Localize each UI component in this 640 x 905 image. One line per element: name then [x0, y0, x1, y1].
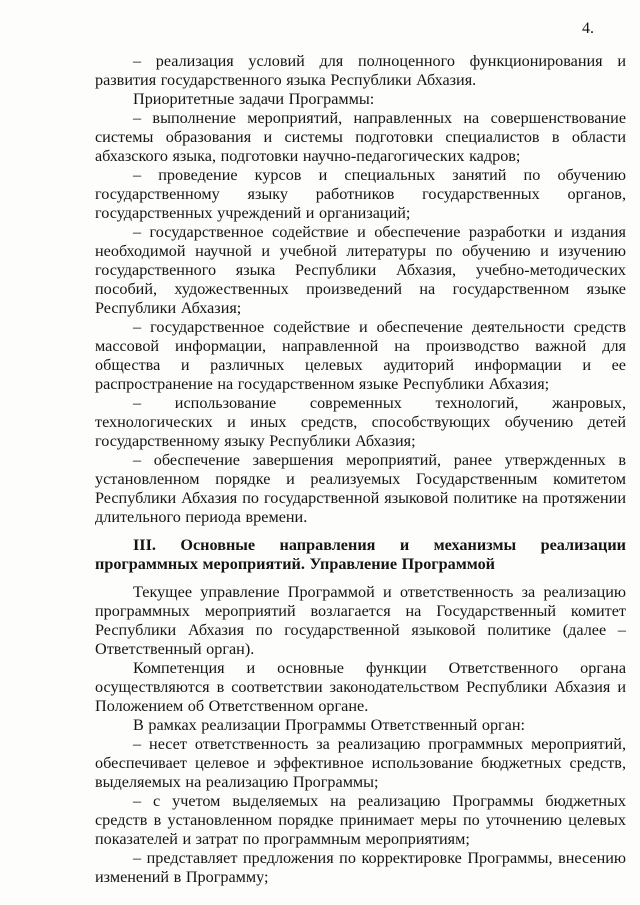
body-paragraph: – выполнение мероприятий, направленных на совершенствование системы образования и системы подготовки специалистов в области абхазского языка, подготовки научно-педагогических кадров;: [95, 109, 626, 165]
page-number: 4.: [582, 20, 594, 37]
body-paragraph: – с учетом выделяемых на реализацию Программы бюджетных средств в установленном порядке принимает меры по уточнению целевых показателей и затрат по программным мероприятиям;: [95, 792, 626, 848]
body-paragraph: – несет ответственность за реализацию программных мероприятий, обеспечивает целевое и эффективное использование бюджетных средств, выделяемых на реализацию Программы;: [95, 735, 626, 791]
body-paragraph: – использование современных технологий, жанровых, технологических и иных средств, способствующих обучению детей государственному языку Республики Абхазия;: [95, 394, 626, 450]
body-paragraph: В рамках реализации Программы Ответственный орган:: [133, 716, 526, 734]
body-paragraph: – государственное содействие и обеспечение разработки и издания необходимой научной и учебной литературы по обучению и изучению государственного языка Республики Абхазия, учебно-методических пособий, художественных произведений на государственном языке Республики Абхазия;: [95, 223, 626, 317]
body-paragraph: – обеспечение завершения мероприятий, ранее утвержденных в установленном порядке и реализуемых Государственным комитетом Республики Абхазия по государственной языковой политике на протяжении длительного периода времени.: [95, 451, 626, 526]
body-paragraph: Приоритетные задачи Программы:: [133, 90, 375, 108]
section-heading: III. Основные направления и механизмы реализации программных мероприятий. Управление Программой: [95, 536, 626, 573]
body-paragraph: – проведение курсов и специальных занятий по обучению государственному языку работников государственных органов, государственных учреждений и организаций;: [95, 166, 626, 222]
body-paragraph: Компетенция и основные функции Ответственного органа осуществляются в соответствии законодательством Республики Абхазия и Положением об Ответственном органе.: [95, 659, 626, 715]
body-paragraph: Текущее управление Программой и ответственность за реализацию программных мероприятий возлагается на Государственный комитет Республики Абхазия по государственной языковой политике (далее – Ответственный орган).: [95, 583, 626, 658]
body-paragraph: – реализация условий для полноценного функционирования и развития государственного языка Республики Абхазия.: [95, 52, 626, 89]
body-paragraph: – государственное содействие и обеспечение деятельности средств массовой информации, направленной на производство важной для общества и различных целевых аудиторий информации и ее распространение на государственном языке Республики Абхазия;: [95, 318, 626, 393]
body-paragraph: – представляет предложения по корректировке Программы, внесению изменений в Программу;: [95, 849, 626, 886]
